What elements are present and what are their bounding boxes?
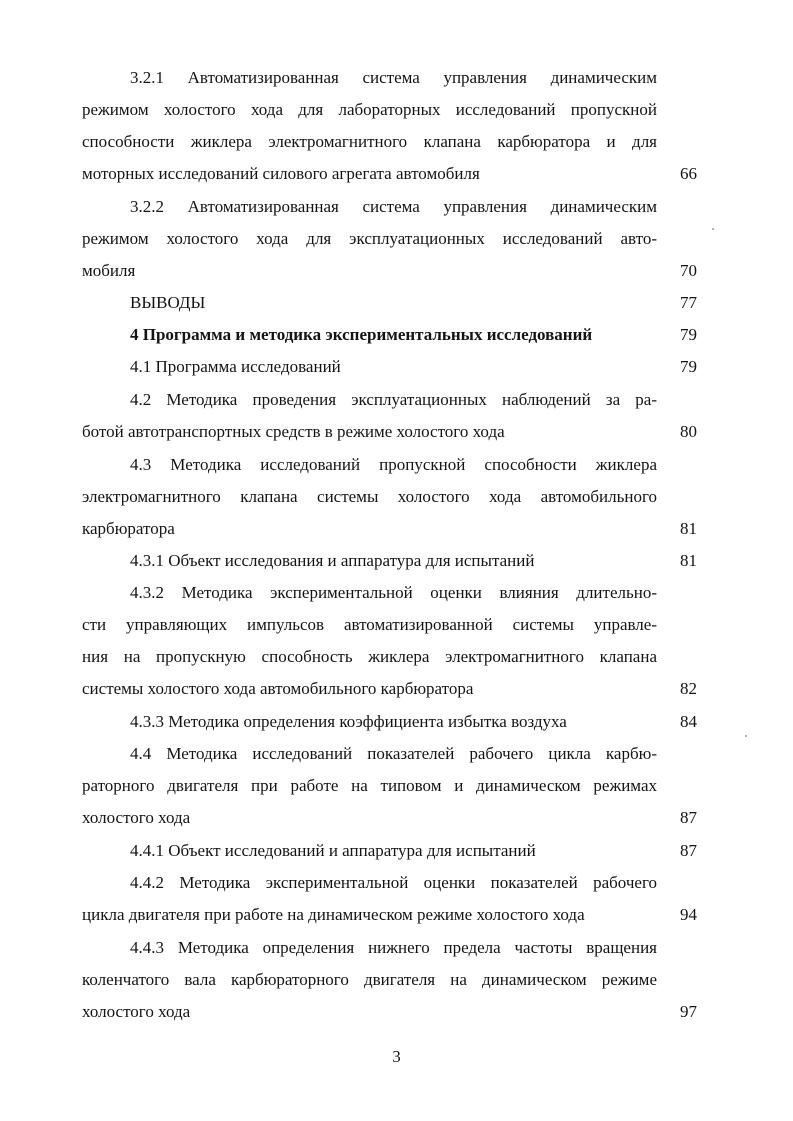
toc-entry-4-4-2	[82, 867, 697, 931]
toc-line: 4.4.3 Методика определения нижнего предела частоты вращения	[130, 938, 657, 957]
toc-page-number: 81	[680, 551, 697, 570]
toc-line: раторного двигателя при работе на типовом и динамическом режимах	[82, 776, 657, 795]
toc-line: мобиля	[82, 261, 136, 280]
toc-entry-4-2	[82, 384, 697, 448]
toc-line: 4.1 Программа исследований	[130, 357, 341, 376]
toc-line: 4.4.1 Объект исследований и аппаратура для испытаний	[130, 841, 536, 860]
toc-line: цикла двигателя при работе на динамическом режиме холостого хода	[82, 905, 585, 924]
toc-line: холостого хода	[82, 808, 191, 827]
toc-page-number: 97	[680, 1002, 697, 1021]
toc-page-number: 79	[680, 325, 697, 344]
toc-entry-4-1	[82, 351, 697, 383]
toc-page-number: 87	[680, 808, 697, 827]
toc-line: ния на пропускную способность жиклера электромагнитного клапана	[82, 647, 657, 666]
toc-entry-4-3	[82, 449, 697, 545]
toc-entry-4-3-2	[82, 577, 697, 705]
toc-page-number: 84	[680, 712, 697, 731]
toc-entry-3-2-2	[82, 191, 697, 287]
toc-line: 4.3.3 Методика определения коэффициента избытка воздуха	[130, 712, 567, 731]
toc-line: способности жиклера электромагнитного клапана карбюратора и для	[82, 132, 657, 151]
toc-line: 4.3 Методика исследований пропускной способности жиклера	[130, 455, 657, 474]
toc-page-number: 87	[680, 841, 697, 860]
toc-entry-chapter-4	[82, 319, 697, 351]
toc-line: сти управляющих импульсов автоматизированной системы управле-	[82, 615, 657, 634]
toc-page-number: 94	[680, 905, 697, 924]
toc-line: 4.3.2 Методика экспериментальной оценки влияния длительно-	[130, 583, 657, 602]
toc-line: моторных исследований силового агрегата автомобиля	[82, 164, 480, 183]
toc-line: карбюратора	[82, 519, 175, 538]
toc-line: коленчатого вала карбюраторного двигателя на динамическом режиме	[82, 970, 657, 989]
toc-line: ботой автотранспортных средств в режиме холостого хода	[82, 422, 505, 441]
toc-page-number: 79	[680, 357, 697, 376]
toc-page-number: 81	[680, 519, 697, 538]
toc-page-number: 82	[680, 679, 697, 698]
toc-entry-4-4-3	[82, 932, 697, 1028]
toc-entry-4-3-3	[82, 706, 697, 738]
toc-line: 4.4.2 Методика экспериментальной оценки показателей рабочего	[130, 873, 657, 892]
toc-line: 3.2.2 Автоматизированная система управления динамическим	[130, 197, 657, 216]
toc-page-number: 80	[680, 422, 697, 441]
toc-chapter-title: 4 Программа и методика экспериментальных исследований	[130, 325, 593, 344]
page-number: 3	[392, 1047, 401, 1066]
toc-line: режимом холостого хода для эксплуатационных исследований авто-	[82, 229, 657, 248]
toc-line: 3.2.1 Автоматизированная система управления динамическим	[130, 68, 657, 87]
toc-page-number: 77	[680, 293, 697, 312]
toc-page-number: 70	[680, 261, 697, 280]
scan-speck	[745, 735, 747, 737]
toc-line: 4.3.1 Объект исследования и аппаратура для испытаний	[130, 551, 535, 570]
toc-line: 4.4 Методика исследований показателей рабочего цикла карбю-	[130, 744, 657, 763]
toc-entry-3-2-1	[82, 62, 697, 190]
toc-line: холостого хода	[82, 1002, 191, 1021]
toc-line: ВЫВОДЫ	[130, 293, 206, 312]
toc-entry-4-3-1	[82, 545, 697, 577]
toc-entry-4-4	[82, 738, 697, 834]
toc-line: режимом холостого хода для лабораторных исследований пропускной	[82, 100, 657, 119]
toc-line: системы холостого хода автомобильного карбюратора	[82, 679, 474, 698]
toc-entry-4-4-1	[82, 835, 697, 867]
toc-line: 4.2 Методика проведения эксплуатационных наблюдений за ра-	[130, 390, 657, 409]
toc-line: электромагнитного клапана системы холостого хода автомобильного	[82, 487, 657, 506]
scan-speck	[712, 228, 714, 230]
toc-entry-conclusions	[82, 287, 697, 319]
toc-page-number: 66	[680, 164, 697, 183]
